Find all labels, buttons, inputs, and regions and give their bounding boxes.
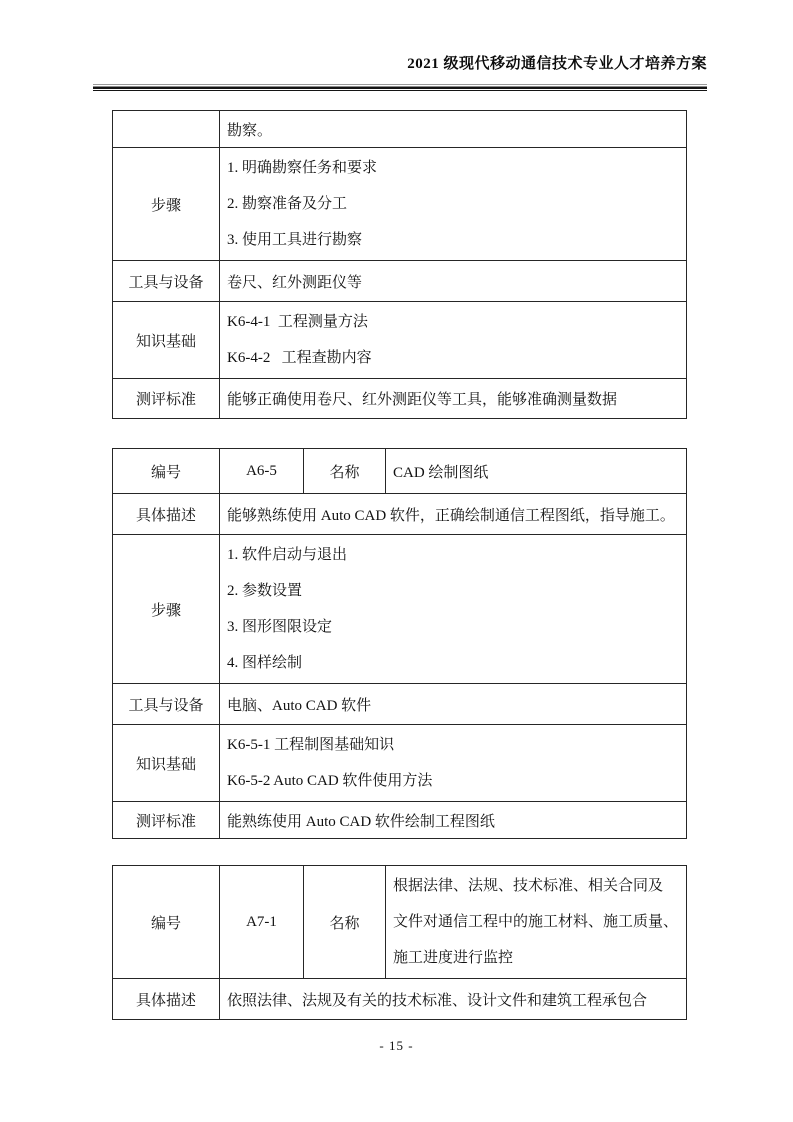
step-line: 1. 明确勘察任务和要求 — [227, 160, 378, 176]
row-label-knowledge: 知识基础 — [113, 302, 220, 379]
description-cell — [220, 979, 687, 1020]
task-name-cell — [386, 866, 687, 979]
assessment-text: 能熟练使用 Auto CAD 软件绘制工程图纸 — [227, 813, 495, 830]
steps-cell — [220, 148, 687, 261]
table-row — [113, 302, 687, 379]
task-name-cell — [386, 449, 687, 494]
table-row — [113, 111, 687, 148]
row-label-steps: 步骤 — [113, 148, 220, 261]
row-label-id: 编号 — [113, 449, 220, 494]
tools-text: 卷尺、红外测距仪等 — [227, 274, 363, 291]
knowledge-cell — [220, 302, 687, 379]
table-row — [113, 379, 687, 419]
tools-text: 电脑、Auto CAD 软件 — [227, 697, 372, 714]
row-label-tools: 工具与设备 — [113, 261, 220, 302]
row-label-steps: 步骤 — [113, 535, 220, 684]
task-name-text: CAD 绘制图纸 — [393, 464, 489, 481]
row-label-knowledge: 知识基础 — [113, 725, 220, 802]
table-row — [113, 148, 687, 261]
row-label-assessment: 测评标准 — [113, 802, 220, 839]
step-line: 1. 软件启动与退出 — [227, 547, 348, 563]
step-line: 2. 参数设置 — [227, 583, 303, 599]
steps-cell — [220, 535, 687, 684]
row-label-description: 具体描述 — [113, 979, 220, 1020]
assessment-text: 能够正确使用卷尺、红外测距仪等工具，能够准确测量数据 — [227, 392, 618, 408]
table-row — [113, 866, 687, 979]
table-row — [113, 535, 687, 684]
table-row — [113, 684, 687, 725]
description-text: 能够熟练使用 Auto CAD 软件，正确绘制通信工程图纸，指导施工。 — [227, 507, 675, 524]
row-label-description: 具体描述 — [113, 494, 220, 535]
knowledge-line: K6-5-2 Auto CAD 软件使用方法 — [227, 773, 433, 789]
description-tail-text: 勘察。 — [227, 122, 273, 139]
row-label-name: 名称 — [304, 866, 386, 979]
table-row — [113, 494, 687, 535]
knowledge-line: K6-4-2 工程查勘内容 — [227, 350, 372, 366]
row-label-id: 编号 — [113, 866, 220, 979]
knowledge-line: K6-4-1 工程测量方法 — [227, 314, 368, 330]
assessment-cell — [220, 802, 687, 839]
description-tail-cell — [220, 111, 687, 148]
step-line: 3. 图形图限设定 — [227, 619, 333, 635]
table-row — [113, 725, 687, 802]
table-row — [113, 261, 687, 302]
step-line: 2. 勘察准备及分工 — [227, 196, 348, 212]
task-table-k6-4 — [112, 110, 687, 419]
task-id-cell: A7-1 — [220, 866, 304, 979]
task-table-a7-1 — [112, 865, 687, 1020]
task-table-a6-5 — [112, 448, 687, 839]
task-name-line: 施工进度进行监控 — [393, 950, 514, 966]
table-row — [113, 802, 687, 839]
page-header-title: 2021 级现代移动通信技术专业人才培养方案 — [407, 56, 707, 72]
row-label-assessment: 测评标准 — [113, 379, 220, 419]
task-name-line: 文件对通信工程中的施工材料、施工质量、 — [393, 914, 679, 930]
description-text: 依照法律、法规及有关的技术标准、设计文件和建筑工程承包合 — [227, 992, 648, 1009]
page-number: - 15 - — [379, 1038, 414, 1053]
step-line: 4. 图样绘制 — [227, 655, 303, 671]
step-line: 3. 使用工具进行勘察 — [227, 232, 363, 248]
knowledge-cell — [220, 725, 687, 802]
row-label-empty — [113, 111, 220, 148]
description-cell — [220, 494, 687, 535]
table-row — [113, 449, 687, 494]
task-id-cell: A6-5 — [220, 449, 304, 494]
row-label-tools: 工具与设备 — [113, 684, 220, 725]
tools-cell — [220, 684, 687, 725]
table-row — [113, 979, 687, 1020]
row-label-name: 名称 — [304, 449, 386, 494]
task-name-line: 根据法律、法规、技术标准、相关合同及 — [393, 878, 664, 894]
tools-cell — [220, 261, 687, 302]
knowledge-line: K6-5-1 工程制图基础知识 — [227, 737, 395, 753]
header-rule — [93, 84, 707, 91]
assessment-cell — [220, 379, 687, 419]
